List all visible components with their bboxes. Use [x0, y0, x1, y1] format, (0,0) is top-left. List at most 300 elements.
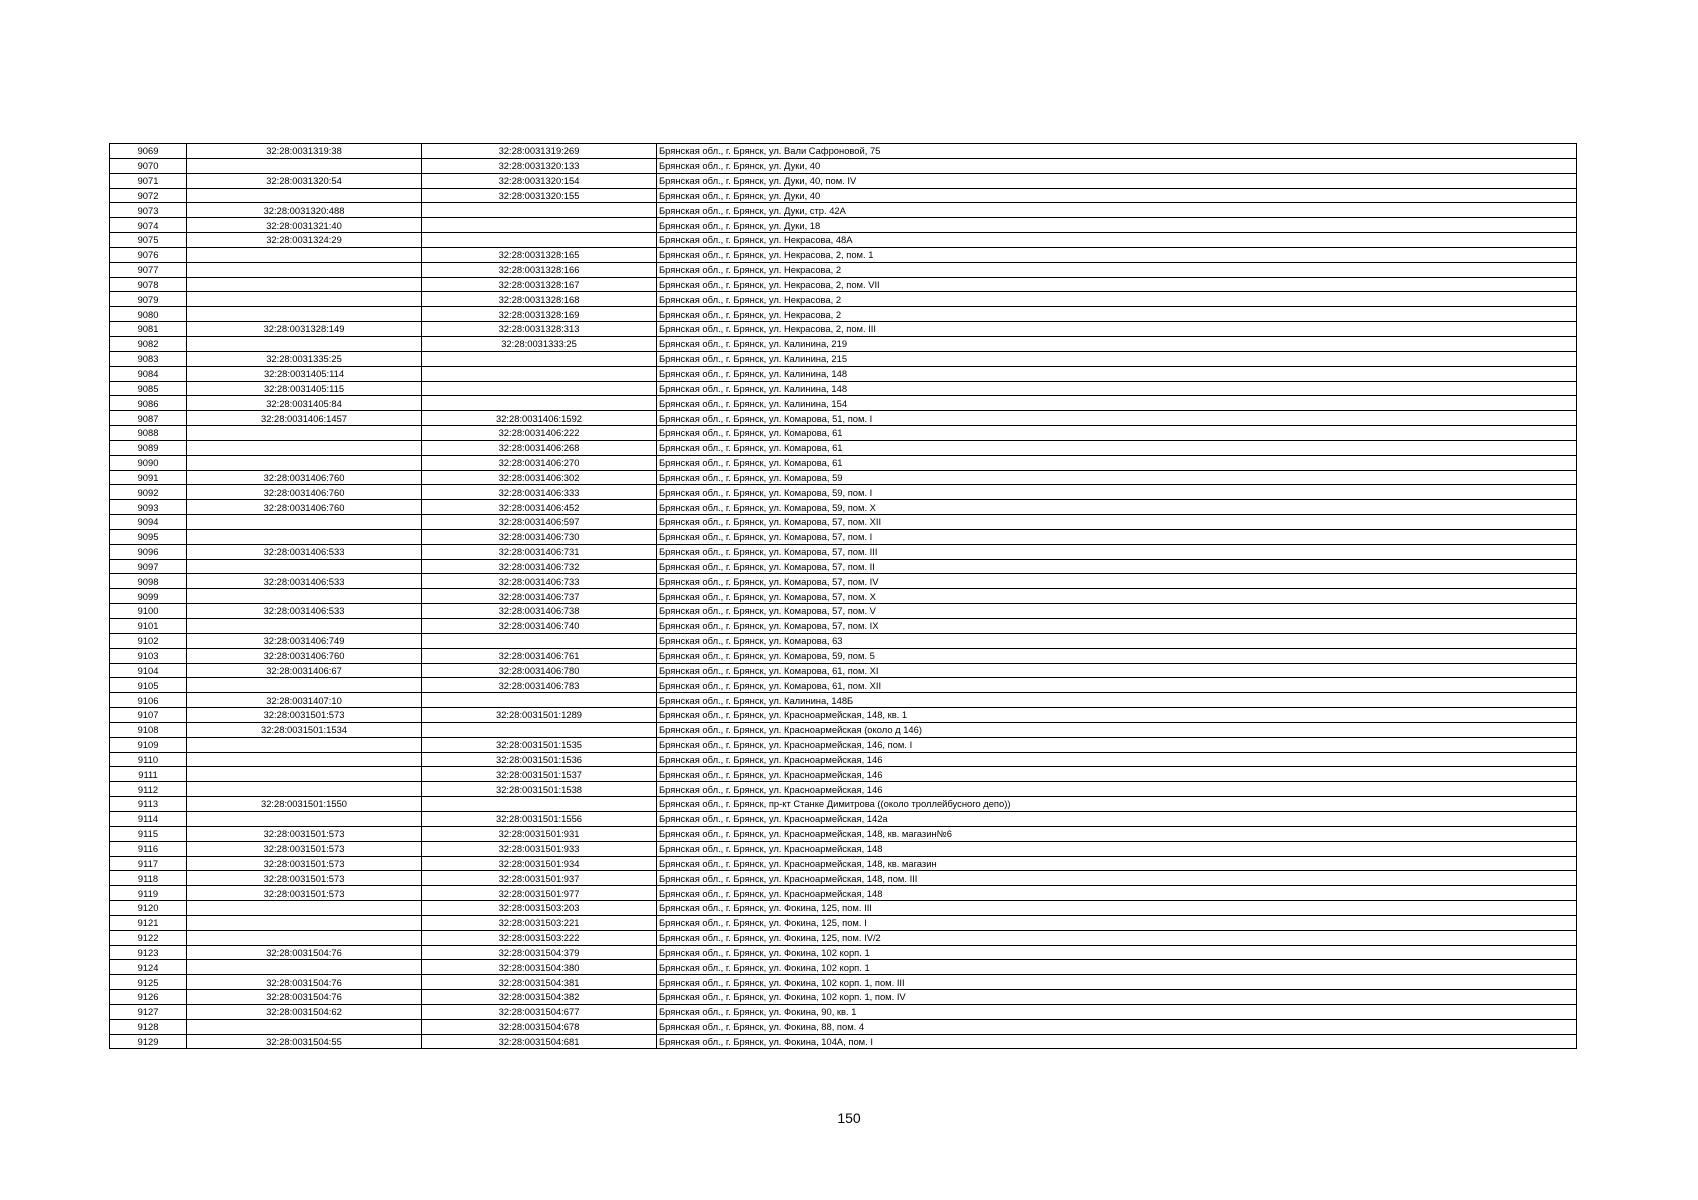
row-number-cell: 9097: [110, 559, 187, 574]
row-number-cell: 9115: [110, 826, 187, 841]
row-number-cell: 9129: [110, 1034, 187, 1049]
row-number-cell: 9119: [110, 886, 187, 901]
row-number-cell: 9080: [110, 307, 187, 322]
table-row: [110, 322, 1577, 337]
row-number-cell: 9099: [110, 589, 187, 604]
table-row: [110, 411, 1577, 426]
table-row: [110, 218, 1577, 233]
address-cell: Брянская обл., г. Брянск, ул. Некрасова, 2: [657, 262, 1577, 277]
parent-cadastral-number-cell: [187, 960, 422, 975]
parent-cadastral-number-cell: 32:28:0031405:84: [187, 396, 422, 411]
table-row: [110, 426, 1577, 441]
cadastral-number-cell: 32:28:0031406:302: [422, 470, 657, 485]
parent-cadastral-number-cell: [187, 440, 422, 455]
parent-cadastral-number-cell: 32:28:0031328:149: [187, 322, 422, 337]
address-cell: Брянская обл., г. Брянск, ул. Дуки, 40: [657, 158, 1577, 173]
row-number-cell: 9111: [110, 767, 187, 782]
row-number-cell: 9120: [110, 901, 187, 916]
row-number-cell: 9094: [110, 515, 187, 530]
table-row: [110, 500, 1577, 515]
address-cell: Брянская обл., г. Брянск, ул. Фокина, 104А, пом. I: [657, 1034, 1577, 1049]
cadastral-number-cell: 32:28:0031333:25: [422, 336, 657, 351]
cadastral-number-cell: 32:28:0031501:1536: [422, 752, 657, 767]
table-row: [110, 188, 1577, 203]
address-cell: Брянская обл., г. Брянск, ул. Дуки, стр. 42А: [657, 203, 1577, 218]
row-number-cell: 9090: [110, 455, 187, 470]
table-row: [110, 233, 1577, 248]
row-number-cell: 9079: [110, 292, 187, 307]
address-cell: Брянская обл., г. Брянск, ул. Комарова, 63: [657, 633, 1577, 648]
table-row: [110, 945, 1577, 960]
parent-cadastral-number-cell: 32:28:0031501:1534: [187, 722, 422, 737]
address-cell: Брянская обл., г. Брянск, ул. Дуки, 40: [657, 188, 1577, 203]
parent-cadastral-number-cell: 32:28:0031501:1550: [187, 797, 422, 812]
cadastral-number-cell: 32:28:0031328:169: [422, 307, 657, 322]
cadastral-number-cell: 32:28:0031501:931: [422, 826, 657, 841]
row-number-cell: 9095: [110, 529, 187, 544]
cadastral-number-cell: 32:28:0031320:133: [422, 158, 657, 173]
row-number-cell: 9110: [110, 752, 187, 767]
cadastral-number-cell: 32:28:0031406:1592: [422, 411, 657, 426]
row-number-cell: 9074: [110, 218, 187, 233]
row-number-cell: 9106: [110, 693, 187, 708]
parent-cadastral-number-cell: [187, 737, 422, 752]
cadastral-number-cell: [422, 797, 657, 812]
address-cell: Брянская обл., г. Брянск, ул. Красноармейская (около д 146): [657, 722, 1577, 737]
table-row: [110, 826, 1577, 841]
cadastral-number-cell: 32:28:0031504:678: [422, 1019, 657, 1034]
row-number-cell: 9112: [110, 782, 187, 797]
address-cell: Брянская обл., г. Брянск, ул. Комарова, 57, пом. V: [657, 604, 1577, 619]
table-row: [110, 381, 1577, 396]
cadastral-number-cell: 32:28:0031406:730: [422, 529, 657, 544]
parent-cadastral-number-cell: 32:28:0031504:55: [187, 1034, 422, 1049]
cadastral-number-cell: 32:28:0031406:222: [422, 426, 657, 441]
table-row: [110, 158, 1577, 173]
cadastral-number-cell: [422, 233, 657, 248]
table-row: [110, 247, 1577, 262]
parent-cadastral-number-cell: [187, 426, 422, 441]
row-number-cell: 9070: [110, 158, 187, 173]
cadastral-number-cell: 32:28:0031406:738: [422, 604, 657, 619]
address-cell: Брянская обл., г. Брянск, ул. Красноармейская, 148, кв. магазин№6: [657, 826, 1577, 841]
parent-cadastral-number-cell: 32:28:0031501:573: [187, 856, 422, 871]
parent-cadastral-number-cell: 32:28:0031320:54: [187, 173, 422, 188]
address-cell: Брянская обл., г. Брянск, ул. Красноармейская, 142а: [657, 811, 1577, 826]
parent-cadastral-number-cell: [187, 767, 422, 782]
address-cell: Брянская обл., г. Брянск, ул. Красноармейская, 146: [657, 752, 1577, 767]
table-row: [110, 841, 1577, 856]
row-number-cell: 9086: [110, 396, 187, 411]
cadastral-number-cell: 32:28:0031501:977: [422, 886, 657, 901]
address-cell: Брянская обл., г. Брянск, ул. Красноармейская, 148, кв. 1: [657, 708, 1577, 723]
cadastral-table: [109, 143, 1577, 1049]
row-number-cell: 9107: [110, 708, 187, 723]
parent-cadastral-number-cell: [187, 277, 422, 292]
table-row: [110, 797, 1577, 812]
page-number: 150: [837, 1110, 861, 1126]
parent-cadastral-number-cell: [187, 188, 422, 203]
cadastral-number-cell: 32:28:0031501:1535: [422, 737, 657, 752]
cadastral-number-cell: 32:28:0031501:1537: [422, 767, 657, 782]
address-cell: Брянская обл., г. Брянск, ул. Комарова, 57, пом. IV: [657, 574, 1577, 589]
address-cell: Брянская обл., г. Брянск, ул. Фокина, 102 корп. 1, пом. III: [657, 975, 1577, 990]
table-row: [110, 930, 1577, 945]
cadastral-number-cell: 32:28:0031406:597: [422, 515, 657, 530]
row-number-cell: 9077: [110, 262, 187, 277]
parent-cadastral-number-cell: 32:28:0031406:760: [187, 485, 422, 500]
address-cell: Брянская обл., г. Брянск, ул. Комарова, 57, пом. III: [657, 544, 1577, 559]
table-row: [110, 693, 1577, 708]
row-number-cell: 9128: [110, 1019, 187, 1034]
parent-cadastral-number-cell: 32:28:0031406:533: [187, 544, 422, 559]
address-cell: Брянская обл., г. Брянск, ул. Комарова, 57, пом. II: [657, 559, 1577, 574]
cadastral-number-cell: [422, 396, 657, 411]
parent-cadastral-number-cell: 32:28:0031406:533: [187, 574, 422, 589]
cadastral-number-cell: [422, 203, 657, 218]
address-cell: Брянская обл., г. Брянск, ул. Некрасова, 48А: [657, 233, 1577, 248]
parent-cadastral-number-cell: [187, 455, 422, 470]
address-cell: Брянская обл., г. Брянск, ул. Красноармейская, 148, кв. магазин: [657, 856, 1577, 871]
parent-cadastral-number-cell: [187, 559, 422, 574]
row-number-cell: 9073: [110, 203, 187, 218]
parent-cadastral-number-cell: [187, 247, 422, 262]
parent-cadastral-number-cell: [187, 782, 422, 797]
cadastral-number-cell: 32:28:0031406:452: [422, 500, 657, 515]
table-row: [110, 767, 1577, 782]
table-row: [110, 470, 1577, 485]
cadastral-number-cell: 32:28:0031504:380: [422, 960, 657, 975]
table-row: [110, 485, 1577, 500]
parent-cadastral-number-cell: 32:28:0031504:76: [187, 945, 422, 960]
row-number-cell: 9069: [110, 144, 187, 159]
parent-cadastral-number-cell: 32:28:0031319:38: [187, 144, 422, 159]
row-number-cell: 9114: [110, 811, 187, 826]
table-row: [110, 901, 1577, 916]
table-row: [110, 1004, 1577, 1019]
parent-cadastral-number-cell: 32:28:0031405:115: [187, 381, 422, 396]
cadastral-number-cell: 32:28:0031406:780: [422, 663, 657, 678]
table-row: [110, 144, 1577, 159]
parent-cadastral-number-cell: 32:28:0031324:29: [187, 233, 422, 248]
table-row: [110, 366, 1577, 381]
address-cell: Брянская обл., г. Брянск, ул. Калинина, 219: [657, 336, 1577, 351]
row-number-cell: 9085: [110, 381, 187, 396]
row-number-cell: 9087: [110, 411, 187, 426]
cadastral-number-cell: 32:28:0031406:761: [422, 648, 657, 663]
address-cell: Брянская обл., г. Брянск, ул. Дуки, 40, пом. IV: [657, 173, 1577, 188]
cadastral-number-cell: 32:28:0031501:1289: [422, 708, 657, 723]
cadastral-number-cell: [422, 381, 657, 396]
parent-cadastral-number-cell: [187, 529, 422, 544]
table-row: [110, 307, 1577, 322]
table-row: [110, 633, 1577, 648]
parent-cadastral-number-cell: 32:28:0031320:488: [187, 203, 422, 218]
row-number-cell: 9083: [110, 351, 187, 366]
row-number-cell: 9088: [110, 426, 187, 441]
address-cell: Брянская обл., г. Брянск, ул. Вали Сафроновой, 75: [657, 144, 1577, 159]
parent-cadastral-number-cell: 32:28:0031504:76: [187, 975, 422, 990]
table-row: [110, 663, 1577, 678]
table-row: [110, 396, 1577, 411]
cadastral-number-cell: [422, 693, 657, 708]
address-cell: Брянская обл., г. Брянск, ул. Красноармейская, 146: [657, 767, 1577, 782]
cadastral-number-cell: [422, 366, 657, 381]
parent-cadastral-number-cell: 32:28:0031501:573: [187, 886, 422, 901]
address-cell: Брянская обл., г. Брянск, ул. Некрасова, 2, пом. 1: [657, 247, 1577, 262]
parent-cadastral-number-cell: 32:28:0031501:573: [187, 871, 422, 886]
address-cell: Брянская обл., г. Брянск, ул. Фокина, 102 корп. 1: [657, 960, 1577, 975]
row-number-cell: 9117: [110, 856, 187, 871]
table-row: [110, 589, 1577, 604]
address-cell: Брянская обл., г. Брянск, ул. Фокина, 125, пом. I: [657, 915, 1577, 930]
parent-cadastral-number-cell: [187, 158, 422, 173]
cadastral-number-cell: 32:28:0031406:733: [422, 574, 657, 589]
table-row: [110, 292, 1577, 307]
address-cell: Брянская обл., г. Брянск, ул. Калинина, 148Б: [657, 693, 1577, 708]
row-number-cell: 9096: [110, 544, 187, 559]
parent-cadastral-number-cell: [187, 262, 422, 277]
cadastral-number-cell: 32:28:0031504:381: [422, 975, 657, 990]
row-number-cell: 9118: [110, 871, 187, 886]
row-number-cell: 9108: [110, 722, 187, 737]
parent-cadastral-number-cell: 32:28:0031406:1457: [187, 411, 422, 426]
table-row: [110, 1019, 1577, 1034]
table-row: [110, 886, 1577, 901]
address-cell: Брянская обл., г. Брянск, ул. Фокина, 88, пом. 4: [657, 1019, 1577, 1034]
table-row: [110, 782, 1577, 797]
cadastral-number-cell: 32:28:0031319:269: [422, 144, 657, 159]
parent-cadastral-number-cell: 32:28:0031501:573: [187, 841, 422, 856]
row-number-cell: 9072: [110, 188, 187, 203]
cadastral-number-cell: 32:28:0031504:379: [422, 945, 657, 960]
address-cell: Брянская обл., г. Брянск, ул. Фокина, 102 корп. 1: [657, 945, 1577, 960]
parent-cadastral-number-cell: [187, 292, 422, 307]
table-row: [110, 1034, 1577, 1049]
cadastral-number-cell: 32:28:0031503:222: [422, 930, 657, 945]
parent-cadastral-number-cell: 32:28:0031504:62: [187, 1004, 422, 1019]
address-cell: Брянская обл., г. Брянск, ул. Комарова, 61, пом. XI: [657, 663, 1577, 678]
row-number-cell: 9116: [110, 841, 187, 856]
cadastral-number-cell: 32:28:0031406:333: [422, 485, 657, 500]
cadastral-number-cell: 32:28:0031328:165: [422, 247, 657, 262]
parent-cadastral-number-cell: 32:28:0031335:25: [187, 351, 422, 366]
address-cell: Брянская обл., г. Брянск, ул. Фокина, 125, пом. IV/2: [657, 930, 1577, 945]
cadastral-number-cell: [422, 218, 657, 233]
table-body: [110, 144, 1577, 1049]
address-cell: Брянская обл., г. Брянск, ул. Комарова, 59, пом. X: [657, 500, 1577, 515]
address-cell: Брянская обл., г. Брянск, ул. Комарова, 59: [657, 470, 1577, 485]
cadastral-number-cell: 32:28:0031320:154: [422, 173, 657, 188]
parent-cadastral-number-cell: [187, 678, 422, 693]
row-number-cell: 9121: [110, 915, 187, 930]
parent-cadastral-number-cell: 32:28:0031406:760: [187, 470, 422, 485]
parent-cadastral-number-cell: [187, 307, 422, 322]
table-row: [110, 990, 1577, 1005]
row-number-cell: 9075: [110, 233, 187, 248]
cadastral-number-cell: 32:28:0031504:677: [422, 1004, 657, 1019]
parent-cadastral-number-cell: 32:28:0031501:573: [187, 708, 422, 723]
cadastral-number-cell: 32:28:0031328:167: [422, 277, 657, 292]
row-number-cell: 9084: [110, 366, 187, 381]
address-cell: Брянская обл., г. Брянск, ул. Комарова, 57, пом. X: [657, 589, 1577, 604]
cadastral-number-cell: 32:28:0031501:934: [422, 856, 657, 871]
address-cell: Брянская обл., г. Брянск, ул. Комарова, 51, пом. I: [657, 411, 1577, 426]
parent-cadastral-number-cell: 32:28:0031406:760: [187, 648, 422, 663]
parent-cadastral-number-cell: [187, 930, 422, 945]
table-row: [110, 515, 1577, 530]
table-row: [110, 574, 1577, 589]
table-row: [110, 648, 1577, 663]
address-cell: Брянская обл., г. Брянск, ул. Некрасова, 2, пом. VII: [657, 277, 1577, 292]
table-row: [110, 203, 1577, 218]
row-number-cell: 9098: [110, 574, 187, 589]
row-number-cell: 9092: [110, 485, 187, 500]
cadastral-number-cell: 32:28:0031406:268: [422, 440, 657, 455]
table-row: [110, 737, 1577, 752]
address-cell: Брянская обл., г. Брянск, ул. Комарова, 57, пом. IX: [657, 619, 1577, 634]
address-cell: Брянская обл., г. Брянск, ул. Красноармейская, 148: [657, 841, 1577, 856]
address-cell: Брянская обл., г. Брянск, ул. Фокина, 125, пом. III: [657, 901, 1577, 916]
address-cell: Брянская обл., г. Брянск, ул. Некрасова, 2: [657, 307, 1577, 322]
table-row: [110, 173, 1577, 188]
cadastral-number-cell: 32:28:0031503:203: [422, 901, 657, 916]
table-row: [110, 351, 1577, 366]
address-cell: Брянская обл., г. Брянск, ул. Комарова, 61, пом. XII: [657, 678, 1577, 693]
address-cell: Брянская обл., г. Брянск, ул. Некрасова, 2, пом. III: [657, 322, 1577, 337]
address-cell: Брянская обл., г. Брянск, ул. Фокина, 90, кв. 1: [657, 1004, 1577, 1019]
address-cell: Брянская обл., г. Брянск, ул. Калинина, 215: [657, 351, 1577, 366]
row-number-cell: 9127: [110, 1004, 187, 1019]
table-row: [110, 455, 1577, 470]
cadastral-number-cell: 32:28:0031504:681: [422, 1034, 657, 1049]
cadastral-number-cell: 32:28:0031328:168: [422, 292, 657, 307]
parent-cadastral-number-cell: [187, 515, 422, 530]
table-row: [110, 678, 1577, 693]
table-row: [110, 544, 1577, 559]
parent-cadastral-number-cell: 32:28:0031407:10: [187, 693, 422, 708]
row-number-cell: 9093: [110, 500, 187, 515]
parent-cadastral-number-cell: [187, 1019, 422, 1034]
row-number-cell: 9102: [110, 633, 187, 648]
cadastral-number-cell: 32:28:0031320:155: [422, 188, 657, 203]
address-cell: Брянская обл., г. Брянск, ул. Комарова, 59, пом. I: [657, 485, 1577, 500]
cadastral-number-cell: 32:28:0031501:937: [422, 871, 657, 886]
cadastral-number-cell: 32:28:0031328:313: [422, 322, 657, 337]
address-cell: Брянская обл., г. Брянск, ул. Красноармейская, 146, пом. I: [657, 737, 1577, 752]
parent-cadastral-number-cell: 32:28:0031321:40: [187, 218, 422, 233]
cadastral-number-cell: 32:28:0031504:382: [422, 990, 657, 1005]
row-number-cell: 9105: [110, 678, 187, 693]
address-cell: Брянская обл., г. Брянск, ул. Дуки, 18: [657, 218, 1577, 233]
parent-cadastral-number-cell: 32:28:0031504:76: [187, 990, 422, 1005]
address-cell: Брянская обл., г. Брянск, ул. Фокина, 102 корп. 1, пом. IV: [657, 990, 1577, 1005]
table-row: [110, 960, 1577, 975]
row-number-cell: 9103: [110, 648, 187, 663]
parent-cadastral-number-cell: 32:28:0031406:760: [187, 500, 422, 515]
address-cell: Брянская обл., г. Брянск, ул. Красноармейская, 146: [657, 782, 1577, 797]
cadastral-number-cell: 32:28:0031501:1556: [422, 811, 657, 826]
cadastral-number-cell: 32:28:0031406:737: [422, 589, 657, 604]
table-row: [110, 752, 1577, 767]
address-cell: Брянская обл., г. Брянск, ул. Комарова, 61: [657, 455, 1577, 470]
row-number-cell: 9124: [110, 960, 187, 975]
table-row: [110, 604, 1577, 619]
address-cell: Брянская обл., г. Брянск, пр-кт Станке Димитрова ((около троллейбусного депо)): [657, 797, 1577, 812]
cadastral-number-cell: 32:28:0031406:270: [422, 455, 657, 470]
parent-cadastral-number-cell: 32:28:0031406:749: [187, 633, 422, 648]
address-cell: Брянская обл., г. Брянск, ул. Калинина, 148: [657, 366, 1577, 381]
parent-cadastral-number-cell: [187, 619, 422, 634]
address-cell: Брянская обл., г. Брянск, ул. Красноармейская, 148: [657, 886, 1577, 901]
row-number-cell: 9081: [110, 322, 187, 337]
table-row: [110, 915, 1577, 930]
table-row: [110, 811, 1577, 826]
row-number-cell: 9126: [110, 990, 187, 1005]
table-row: [110, 440, 1577, 455]
row-number-cell: 9091: [110, 470, 187, 485]
table-row: [110, 529, 1577, 544]
row-number-cell: 9076: [110, 247, 187, 262]
row-number-cell: 9104: [110, 663, 187, 678]
parent-cadastral-number-cell: 32:28:0031405:114: [187, 366, 422, 381]
address-cell: Брянская обл., г. Брянск, ул. Некрасова, 2: [657, 292, 1577, 307]
table-row: [110, 559, 1577, 574]
cadastral-number-cell: [422, 722, 657, 737]
cadastral-number-cell: 32:28:0031406:732: [422, 559, 657, 574]
address-cell: Брянская обл., г. Брянск, ул. Красноармейская, 148, пом. III: [657, 871, 1577, 886]
row-number-cell: 9101: [110, 619, 187, 634]
table-row: [110, 277, 1577, 292]
row-number-cell: 9113: [110, 797, 187, 812]
row-number-cell: 9123: [110, 945, 187, 960]
cadastral-number-cell: 32:28:0031501:933: [422, 841, 657, 856]
address-cell: Брянская обл., г. Брянск, ул. Комарова, 61: [657, 440, 1577, 455]
row-number-cell: 9100: [110, 604, 187, 619]
parent-cadastral-number-cell: [187, 336, 422, 351]
address-cell: Брянская обл., г. Брянск, ул. Комарова, 59, пом. 5: [657, 648, 1577, 663]
table-row: [110, 619, 1577, 634]
table-row: [110, 856, 1577, 871]
row-number-cell: 9089: [110, 440, 187, 455]
parent-cadastral-number-cell: 32:28:0031406:67: [187, 663, 422, 678]
row-number-cell: 9122: [110, 930, 187, 945]
parent-cadastral-number-cell: 32:28:0031501:573: [187, 826, 422, 841]
cadastral-number-cell: [422, 351, 657, 366]
row-number-cell: 9082: [110, 336, 187, 351]
table-row: [110, 722, 1577, 737]
cadastral-number-cell: 32:28:0031406:740: [422, 619, 657, 634]
table-row: [110, 708, 1577, 723]
table-row: [110, 262, 1577, 277]
row-number-cell: 9071: [110, 173, 187, 188]
address-cell: Брянская обл., г. Брянск, ул. Комарова, 57, пом. XII: [657, 515, 1577, 530]
table-row: [110, 871, 1577, 886]
parent-cadastral-number-cell: [187, 901, 422, 916]
cadastral-number-cell: 32:28:0031406:783: [422, 678, 657, 693]
parent-cadastral-number-cell: [187, 589, 422, 604]
row-number-cell: 9125: [110, 975, 187, 990]
address-cell: Брянская обл., г. Брянск, ул. Комарова, 61: [657, 426, 1577, 441]
row-number-cell: 9109: [110, 737, 187, 752]
cadastral-number-cell: 32:28:0031501:1538: [422, 782, 657, 797]
cadastral-number-cell: 32:28:0031503:221: [422, 915, 657, 930]
parent-cadastral-number-cell: [187, 811, 422, 826]
cadastral-number-cell: 32:28:0031406:731: [422, 544, 657, 559]
address-cell: Брянская обл., г. Брянск, ул. Комарова, 57, пом. I: [657, 529, 1577, 544]
cadastral-number-cell: [422, 633, 657, 648]
row-number-cell: 9078: [110, 277, 187, 292]
